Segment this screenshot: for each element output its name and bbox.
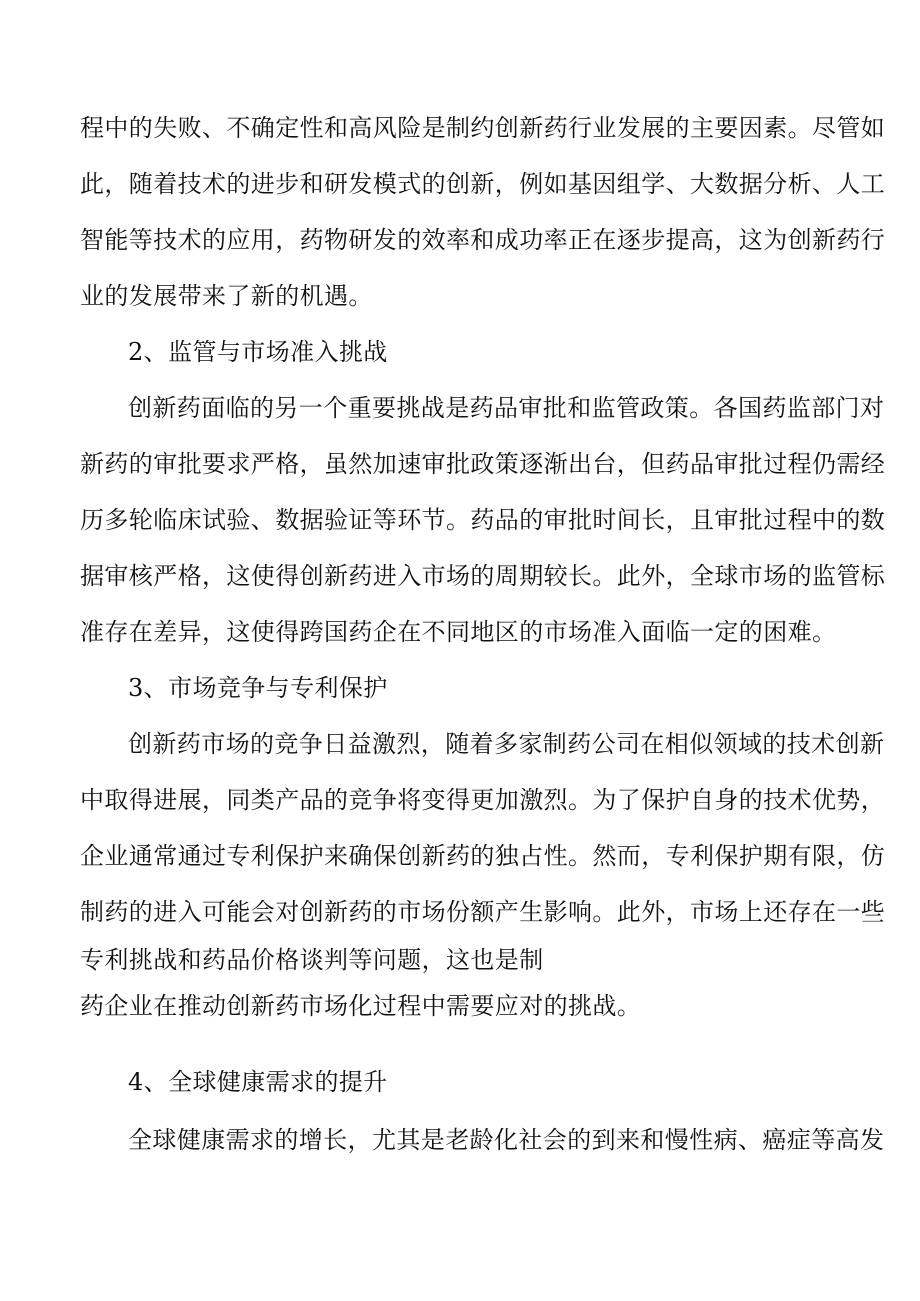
paragraph-3-line-1: 创新药市场的竞争日益激烈，随着多家制药公司在相似领域的技术创新 [128, 730, 885, 758]
paragraph-3-line-3: 企业通常通过专利保护来确保创新药的独占性。然而，专利保护期有限，仿 [80, 842, 886, 870]
paragraph-2-line-3: 历多轮临床试验、数据验证等环节。药品的审批时间长，且审批过程中的数 [80, 506, 886, 534]
paragraph-3-line-2: 中取得进展，同类产品的竞争将变得更加激烈。为了保护自身的技术优势， [80, 786, 886, 814]
paragraph-2-line-4: 据审核严格，这使得创新药进入市场的周期较长。此外，全球市场的监管标 [80, 562, 886, 590]
paragraph-2-line-2: 新药的审批要求严格，虽然加速审批政策逐渐出台，但药品审批过程仍需经 [80, 450, 886, 478]
paragraph-1-line-3: 智能等技术的应用，药物研发的效率和成功率正在逐步提高，这为创新药行 [80, 226, 886, 254]
paragraph-3-line-4: 制药的进入可能会对创新药的市场份额产生影响。此外，市场上还存在一些 [80, 898, 886, 926]
paragraph-3-line-5: 专利挑战和药品价格谈判等问题，这也是制 [80, 946, 544, 974]
paragraph-2-line-1: 创新药面临的另一个重要挑战是药品审批和监管政策。各国药监部门对 [128, 394, 885, 422]
paragraph-1-line-2: 此，随着技术的进步和研发模式的创新，例如基因组学、大数据分析、人工 [80, 170, 886, 198]
section-heading-3: 3、市场竞争与专利保护 [128, 674, 388, 702]
paragraph-3-line-6: 药企业在推动创新药市场化过程中需要应对的挑战。 [80, 992, 642, 1020]
paragraph-2-line-5: 准存在差异，这使得跨国药企在不同地区的市场准入面临一定的困难。 [80, 618, 837, 646]
paragraph-1-line-4: 业的发展带来了新的机遇。 [80, 282, 373, 310]
section-heading-4: 4、全球健康需求的提升 [128, 1068, 388, 1096]
paragraph-4-line-1: 全球健康需求的增长，尤其是老龄化社会的到来和慢性病、癌症等高发 [128, 1126, 885, 1154]
section-heading-2: 2、监管与市场准入挑战 [128, 338, 388, 366]
paragraph-1-line-1: 程中的失败、不确定性和高风险是制约创新药行业发展的主要因素。尽管如 [80, 114, 886, 142]
